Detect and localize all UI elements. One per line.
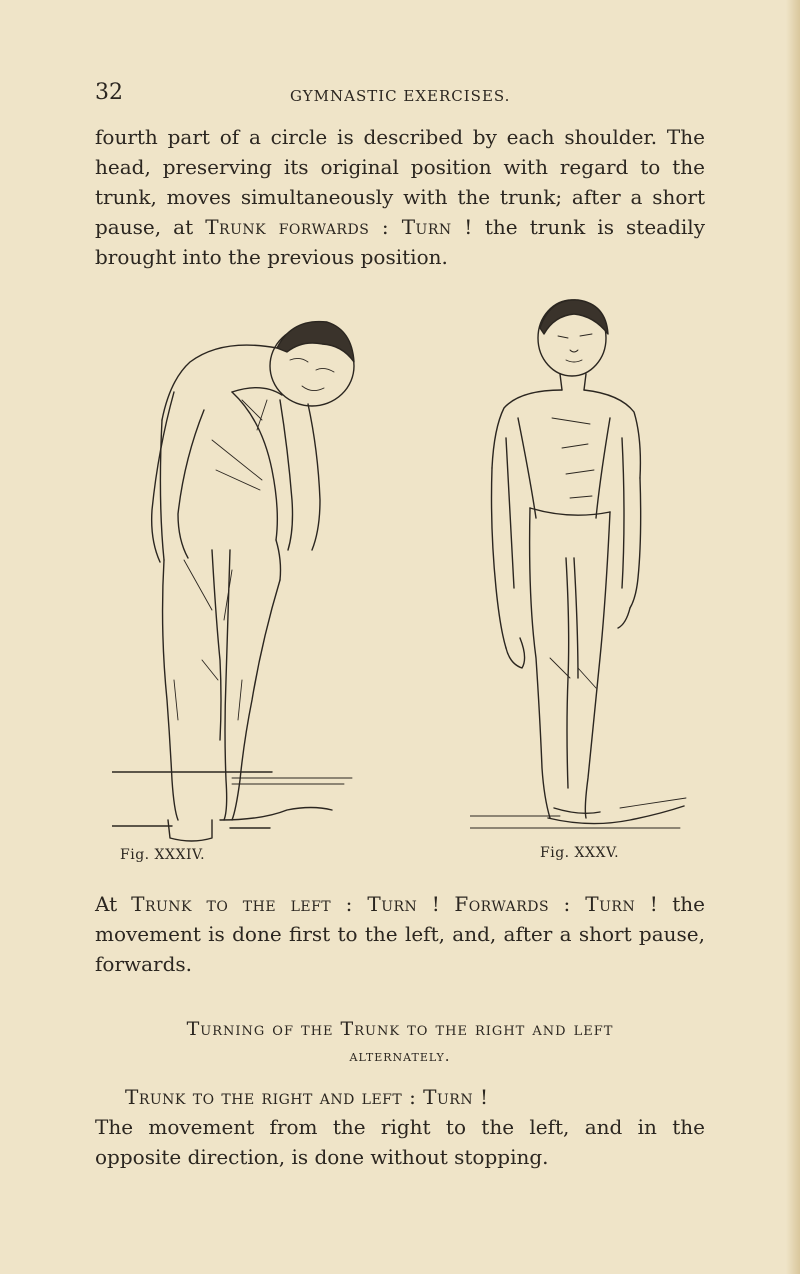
paragraph-intro-text-b: the trunk is steadily brought into the previous position. xyxy=(95,215,706,269)
page-edge-shadow xyxy=(786,0,800,1274)
paragraph-left-forwards xyxy=(95,889,705,979)
figure-caption-35: Fig. XXXV. xyxy=(540,845,620,861)
figure-caption-34: Fig. XXXIV. xyxy=(120,847,206,863)
figure-turned-trunk xyxy=(470,298,700,858)
page-header xyxy=(95,80,715,110)
command-trunk-left: Trunk to the left : Turn ! xyxy=(131,892,441,916)
section-heading: Turning of the Trunk to the right and left xyxy=(186,1018,614,1040)
paragraph-intro xyxy=(95,122,705,272)
paragraph-alternate-text: The movement from the right to the left, and in the opposite direction, is done without stopping. xyxy=(95,1115,705,1169)
page-number: 32 xyxy=(95,80,123,105)
command-forwards: Forwards : Turn ! xyxy=(454,892,659,916)
paragraph-alternate xyxy=(95,1082,705,1172)
paragraph-left-text-c: the movement is done first to the left, and, after a short pause, forwards. xyxy=(95,892,705,976)
paragraph-intro-text-a: fourth part of a circle is described by each shoulder. The head, preserving its original position with regard to the trunk, moves simultaneously with the trunk; after a short pause, at xyxy=(95,125,705,239)
paragraph-left-text-b xyxy=(440,892,454,916)
paragraph-left-text-a: At xyxy=(95,892,132,916)
figure-bending-forward xyxy=(112,300,360,856)
section-subheading: alternately. xyxy=(349,1047,451,1065)
turning-figure-illustration xyxy=(470,298,700,858)
bending-figure-illustration xyxy=(112,300,360,856)
command-trunk-forwards: Trunk forwards : Turn ! xyxy=(205,215,473,239)
command-trunk-right-left: Trunk to the right and left : Turn ! xyxy=(125,1085,489,1109)
running-title: GYMNASTIC EXERCISES. xyxy=(290,87,511,105)
